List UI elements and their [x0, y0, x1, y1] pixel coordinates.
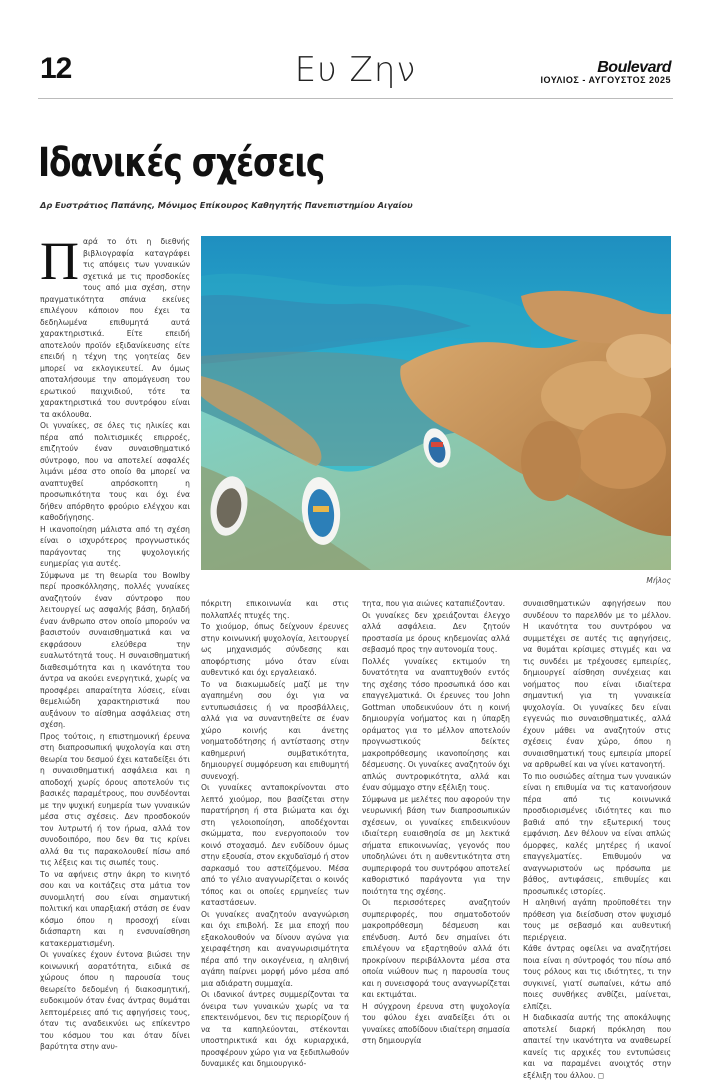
- paragraph: Οι γυναίκες, σε όλες τις ηλικίες και πέρα από πολιτισμικές επιρροές, επιζητούν έναν συναισθηματικό σύντροφο, που να αποτελεί ασφαλές λιμάνι μέσα στο οποίο θα μπορεί να αναπτυχθεί απρόσκοπτη η προσωπικότητα τους και όχι ένα δήθεν απόρθητο φρούριο ελέγχου και καθοδήγησης.: [40, 421, 190, 522]
- paragraph: Η αληθινή αγάπη προϋποθέτει την πρόθεση για διείσδυση στον ψυχισμό τους με σεβασμό και αυθεντική περιέργεια.: [523, 898, 671, 942]
- paragraph: Το χιούμορ, όπως δείχνουν έρευνες στην κοινωνική ψυχολογία, λειτουργεί ως μηχανισμός σύνδεσης και αποφόρτισης μόνο όταν είναι αυθεντικό και όχι εργαλειακό.: [201, 622, 349, 677]
- article-column-4: [523, 598, 671, 1081]
- paragraph: Οι γυναίκες αναζητούν αναγνώριση και όχι επιβολή. Σε μια εποχή που εξακολουθούν να δίνουν αγώνα για χειραφέτηση και αναγνωρισιμότητα πέρα από την οικογένεια, η αληθινή αγάπη παίρνει μορφή μόνο μέσα από μια αδιάρατη συμμαχία.: [201, 909, 349, 988]
- coastal-boats-image: [201, 236, 671, 570]
- photo-caption: Μήλος: [646, 576, 671, 585]
- paragraph: πόκριτη επικοινωνία και στις πολλαπλές πτυχές της.: [201, 599, 349, 620]
- paragraph: συναισθηματικών αφηγήσεων που συνδέουν το παρελθόν με το μέλλον. Η ικανότητα του συντρόφου να συμμετέχει σε αυτές τις αφηγήσεις, να θυμάται κρίσιμες στιγμές και να τις συνδέει με τρέχουσες εμπειρίες, δημιουργεί αίσθηση συνέχειας και νοήματος που είναι ιδιαίτερα σημαντική για τη γυναικεία ψυχολογία. Οι γυναίκες δεν είναι εγγενώς πιο συναισθηματικές, αλλά έχουν μάθει να αναζητούν στις σχέσεις έναν χώρο, όπου η συναισθηματική τους εμπειρία μπορεί να αρθρωθεί και να γίνει κατανοητή.: [523, 599, 671, 769]
- paragraph: Οι γυναίκες δεν χρειάζονται έλεγχο αλλά ασφάλεια. Δεν ζητούν προστασία με όρους κηδεμονίας αλλά σεβασμό προς την αυτονομία τους.: [362, 610, 510, 654]
- section-title: Eυ Ζην: [294, 50, 417, 90]
- paragraph: Το πιο ουσιώδες αίτημα των γυναικών είναι η επιθυμία να τις κατανοήσουν πέρα από τις κοινωνικά προσδιορισμένες ιδιότητες και πιο βαθιά από την εξωτερική τους εμφάνιση. Δεν θέλουν να είναι απλώς όμορφες, καλές μητέρες ή ικανοί επαγγελματίες. Επιθυμούν να αναγνωριστούν ως πρόσωπα με βάθος, αντιφάσεις, επιθυμίες και προσωπικές ιστορίες.: [523, 771, 671, 896]
- page-number: 12: [40, 52, 72, 85]
- paragraph: Σύμφωνα με μελέτες που αφορούν την νευρωνική βάση των διαπροσωπικών σχέσεων, οι γυναίκες επιδεικνύουν ιδιαίτερη ευαισθησία σε μη λεκτικά σήματα επικοινωνίας, γεγονός που υποδηλώνει ότι η αυθεντικότητα στη συμπεριφορά του συντρόφου αποτελεί καθοριστικό παράγοντα για την ποιότητα της σχέσης.: [362, 794, 510, 896]
- paragraph: αρά το ότι η διεθνής βιβλιογραφία καταγράφει τις απόψεις των γυναικών σχετικά με τις προσδοκίες τους από μια σχέση, στην πραγματικότητα σπάνια εκείνες επιλέγουν κάποιον που έχει τα δεδηλωμένα επιθυμητά αυτά χαρακτηριστικά. Είτε επειδή αποτελούν προϊόν εξιδανίκευσης είτε επειδή η τέχνη της γοητείας δεν μπορεί να εκλογικευτεί. Αν όμως αποταλήσουμε την απομάγευση του ερωτικού παιχνιδιού, τότε τα χαρακτηριστικά του συντρόφου είναι τα ακόλουθα.: [40, 237, 190, 419]
- article-title: Ιδανικές σχέσεις: [38, 140, 325, 186]
- article-byline: Δρ Ευστράτιος Παπάνης, Μόνιμος Επίκουρος Καθηγητής Πανεπιστημίου Αιγαίου: [40, 200, 413, 210]
- article-photo: [201, 236, 671, 570]
- paragraph: Το να αφήνεις στην άκρη το κινητό σου και να κοιτάζεις στα μάτια τον συνομιλητή σου είναι σημαντική πολιτική και υπαρξιακή στάση σε έναν κόσμο όπου η προσοχή είναι διάσπαρτη και η ενσυναίσθηση κατακερματισμένη.: [40, 869, 190, 948]
- paragraph: Η διαδικασία αυτής της αποκάλυψης αποτελεί διαρκή πρόκληση που απαιτεί την ικανότητα να αναθεωρεί κανείς τις αρχικές του εντυπώσεις και να παραμένει ανοιχτός στην εξέλιξη του άλλου. ◻: [523, 1013, 671, 1080]
- paragraph: Πολλές γυναίκες εκτιμούν τη δυνατότητα να αναπτυχθούν εντός της σχέσης τόσο προσωπικά όσο και επαγγελματικά. Οι έρευνες του John Gottman υποδεικνύουν ότι η κοινή δημιουργία νοήματος και η ύπαρξη οράματος για το μέλλον αποτελούν προγνωστικούς δείκτες μακροπρόθεσμης ικανοποίησης και δέσμευσης. Οι γυναίκες αναζητούν όχι απλώς συντροφικότητα, αλλά και έναν σύμμαχο στην εξέλιξη τους.: [362, 656, 510, 792]
- paragraph: Η ικανοποίηση μάλιστα από τη σχέση είναι ο ισχυρότερος προγνωστικός παράγοντας της ψυχολογικής ευημερίας για αυτές.: [40, 524, 190, 568]
- paragraph: Κάθε άντρας οφείλει να αναζητήσει ποια είναι η σύντροφός του πίσω από τους ρόλους και τις ιδιότητες, τι την συγκινεί, γιατί σωπαίνει, κάτω από ποιες συνθήκες ανθίζει, μαίνεται, ελπίζει.: [523, 944, 671, 1011]
- article-column-2: [201, 598, 349, 1070]
- drop-cap: Π: [40, 231, 79, 291]
- paragraph: Οι γυναίκες έχουν έντονα βιώσει την κοινωνική αορατότητα, ειδικά σε χώρους όπου η παρουσία τους θεωρείτο δεδομένη ή διακοσμητική, ευδοκιμούν όταν ένας άντρας θυμάται λεπτομέρειες από τις αφηγήσεις τους, όταν τις αναδεικνύει ως επίκεντρο του κόσμου του και όταν δίνει βαρύτητα στην ανυ-: [40, 950, 190, 1051]
- paragraph: Η σύγχρονη έρευνα στη ψυχολογία του φύλου έχει αναδείξει ότι οι γυναίκες αποδίδουν ιδιαίτερη σημασία στη δημιουργία: [362, 1001, 510, 1045]
- paragraph: Προς τούτοις, η επιστημονική έρευνα στη διαπροσωπική ψυχολογία και στη θεωρία του δεσμού έχει καταδείξει ότι η συναισθηματική ασφάλεια και η αποδοχή χωρίς όρους αποτελούν τις βασικές παραμέτρους, που συνδέονται με την ψυχική ευημερία των γυναικών μέσα στις σχέσεις. Δεν προσδοκούν τον λυτρωτή ή τον ήρωα, αλλά τον συνοδοιπόρο, που δεν θα τις κρίνει αλλά θα τις παρακολουθεί πίσω από τις λέξεις και τις σιωπές τους.: [40, 731, 190, 867]
- paragraph: τητα, που για αιώνες καταπιέζονταν.: [362, 599, 506, 608]
- paragraph: Σύμφωνα με τη θεωρία του Bowlby περί προσκόλλησης, πολλές γυναίκες αναζητούν έναν σύντροφο που λειτουργεί ως ασφαλής βάση, δηλαδή έναν άνθρωπο στον οποίο μπορούν να βασιστούν συναισθηματικά και να εκφράσουν ελεύθερα την ευαλωτότητά τους. Η συναισθηματική διαθεσιμότητα και η ικανότητα του άντρα να ακούει ενεργητικά, χωρίς να προσφέρει απαραίτητα λύσεις, είναι θεμελιώδη χαρακτηριστικά που αυξάνουν το αίσθημα ασφάλειας στη σχέση.: [40, 570, 190, 729]
- magazine-brand: [540, 60, 671, 85]
- brand-name: Boulevard: [597, 59, 671, 76]
- paragraph: Οι περισσότερες αναζητούν συμπεριφορές, που σηματοδοτούν μακροπρόθεσμη δέσμευση και επένδυση. Αυτό δεν σημαίνει ότι επιλέγουν να εξαρτηθούν αλλά ότι προκρίνουν περιβάλλοντα μέσα στα οποία νιώθουν πως η παρουσία τους και η συνεισφορά τους αναγνωρίζεται και εκτιμάται.: [362, 898, 510, 999]
- header-divider: [38, 98, 673, 99]
- paragraph: Το να διακωμωδείς μαζί με την αγαπημένη σου όχι για να εντυπωσιάσεις ή να προσβάλλεις, αλλά για να συναντηθείτε σε έναν χώρο κοινής και άνετης νοηματοδότησης ή αντίστασης στην καθημερινή συμβατικότητα, δημιουργεί συμφόρευση και επιθυμητή συνενοχή.: [201, 679, 349, 781]
- article-column-3: [362, 598, 510, 1047]
- paragraph: Οι γυναίκες ανταποκρίνονται στο λεπτό χιούμορ, που βασίζεται στην παρατήρηση ή στα βιώματα και όχι στη γελοιοποίηση, αποδέχονται σκώμματα, που ενεργοποιούν τον κοινό στοχασμό. Δεν ενδίδουν όμως στην εξουσία, στον εκχυδαϊσμό ή στον σαρκασμό του αστεϊζόμενου. Μέσα από το γέλιο αναγνωρίζεται ο κοινός τόπος και οι οποίες ερμηνείες των καταστάσεων.: [201, 783, 349, 907]
- article-column-1: [40, 231, 190, 1051]
- paragraph: Οι ιδανικοί άντρες συμμερίζονται τα όνειρα των γυναικών χωρίς να τα επεκτεινόμενοι, δεν τις περιορίζουν ή να τα καπηλεύονται, στέκονται υποστηρικτικά και όχι κυριαρχικά, προσφέρουν χώρο για να ξεδιπλωθούν δυναμικές και δημιουργικό-: [201, 990, 349, 1068]
- issue-date: ΙΟΥΛΙΟΣ - ΑΥΓΟΥΣΤΟΣ 2025: [540, 75, 671, 85]
